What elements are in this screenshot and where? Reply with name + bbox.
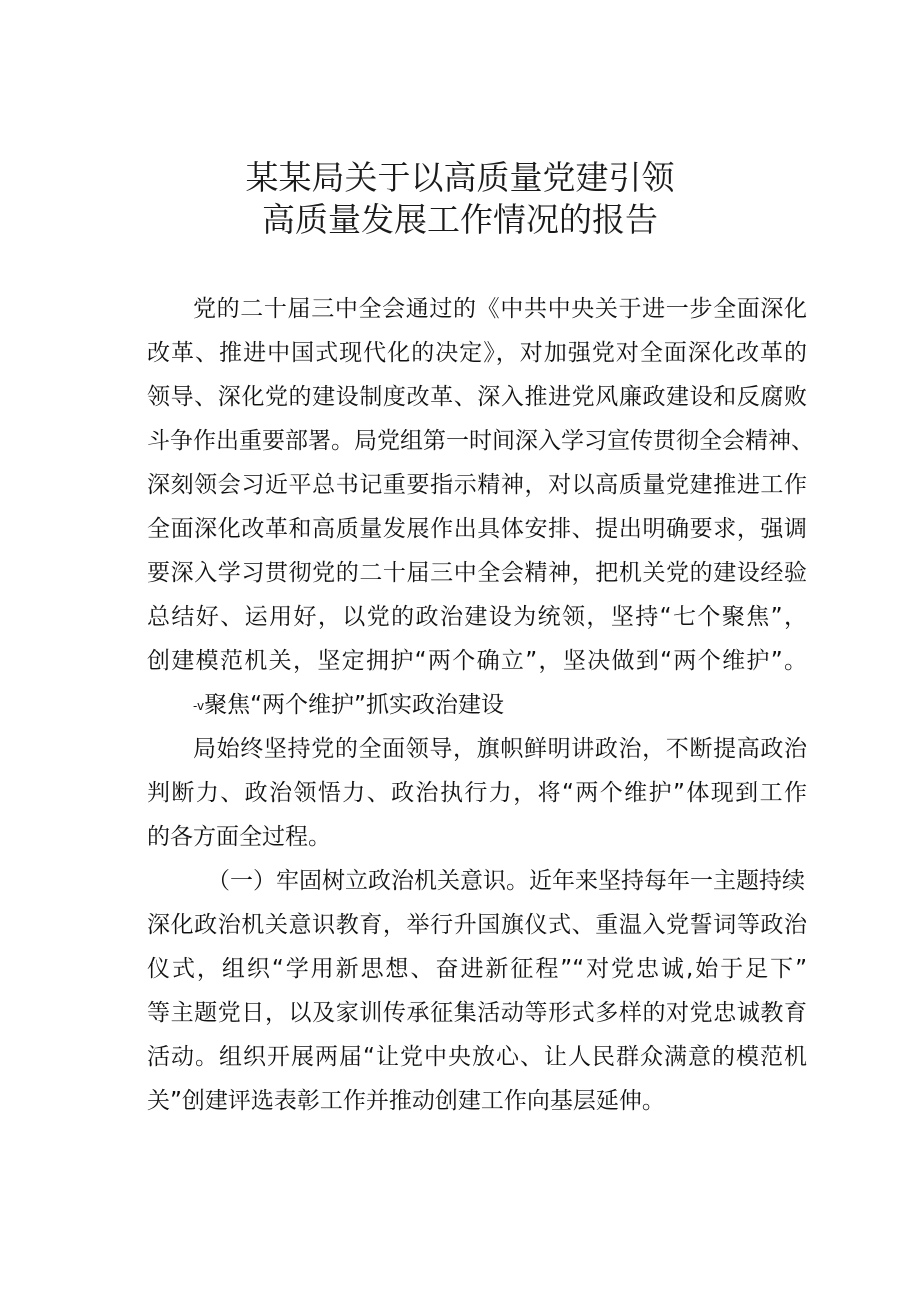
intro-line-9: 创建模范机关，坚定拥护“两个确立”，坚决做到“两个维护”。: [147, 648, 807, 674]
section-line-3: 的各方面全过程。: [147, 824, 331, 850]
intro-line-8: 总结好、运用好，以党的政治建设为统领，坚持“七个聚焦”，: [147, 604, 807, 630]
sub-line-1: （一）牢固树立政治机关意识。近年来坚持每年一主题持续: [207, 868, 805, 894]
section-line-1: 局始终坚持党的全面领导，旗帜鲜明讲政治，不断提高政治: [193, 736, 807, 762]
intro-line-4: 斗争作出重要部署。局党组第一时间深入学习宣传贯彻全会精神、: [147, 428, 814, 454]
section-heading-marker: -v: [193, 699, 205, 713]
document-title-line-1: 某某局关于以高质量党建引领: [245, 158, 675, 197]
sub-line-5: 活动。组织开展两届“让党中央放心、让人民群众满意的模范机: [147, 1044, 807, 1070]
intro-line-2: 改革、推进中国式现代化的决定》，对加强党对全面深化改革的: [147, 340, 807, 366]
document-title-line-2: 高质量发展工作情况的报告: [262, 200, 658, 239]
intro-line-7: 要深入学习贯彻党的二十届三中全会精神，把机关党的建设经验: [147, 560, 807, 586]
intro-line-1: 党的二十届三中全会通过的《中共中央关于进一步全面深化: [193, 296, 807, 322]
sub-line-3: 仪式，组织“学用新思想、奋进新征程”“对党忠诚,始于足下”: [147, 956, 807, 982]
intro-line-5: 深刻领会习近平总书记重要指示精神，对以高质量党建推进工作: [147, 472, 807, 498]
sub-line-6: 关”创建评选表彰工作并推动创建工作向基层延伸。: [147, 1088, 665, 1114]
section-heading-text: 聚焦“两个维护”抓实政治建设: [204, 692, 504, 718]
intro-line-3: 领导、深化党的建设制度改革、深入推进党风廉政建设和反腐败: [147, 384, 807, 410]
intro-line-6: 全面深化改革和高质量发展作出具体安排、提出明确要求，强调: [147, 516, 807, 542]
sub-line-4: 等主题党日，以及家训传承征集活动等形式多样的对党忠诚教育: [147, 1000, 807, 1026]
section-line-2: 判断力、政治领悟力、政治执行力，将“两个维护”体现到工作: [147, 780, 807, 806]
sub-line-2: 深化政治机关意识教育，举行升国旗仪式、重温入党誓词等政治: [147, 912, 807, 938]
section-heading: [193, 690, 504, 721]
